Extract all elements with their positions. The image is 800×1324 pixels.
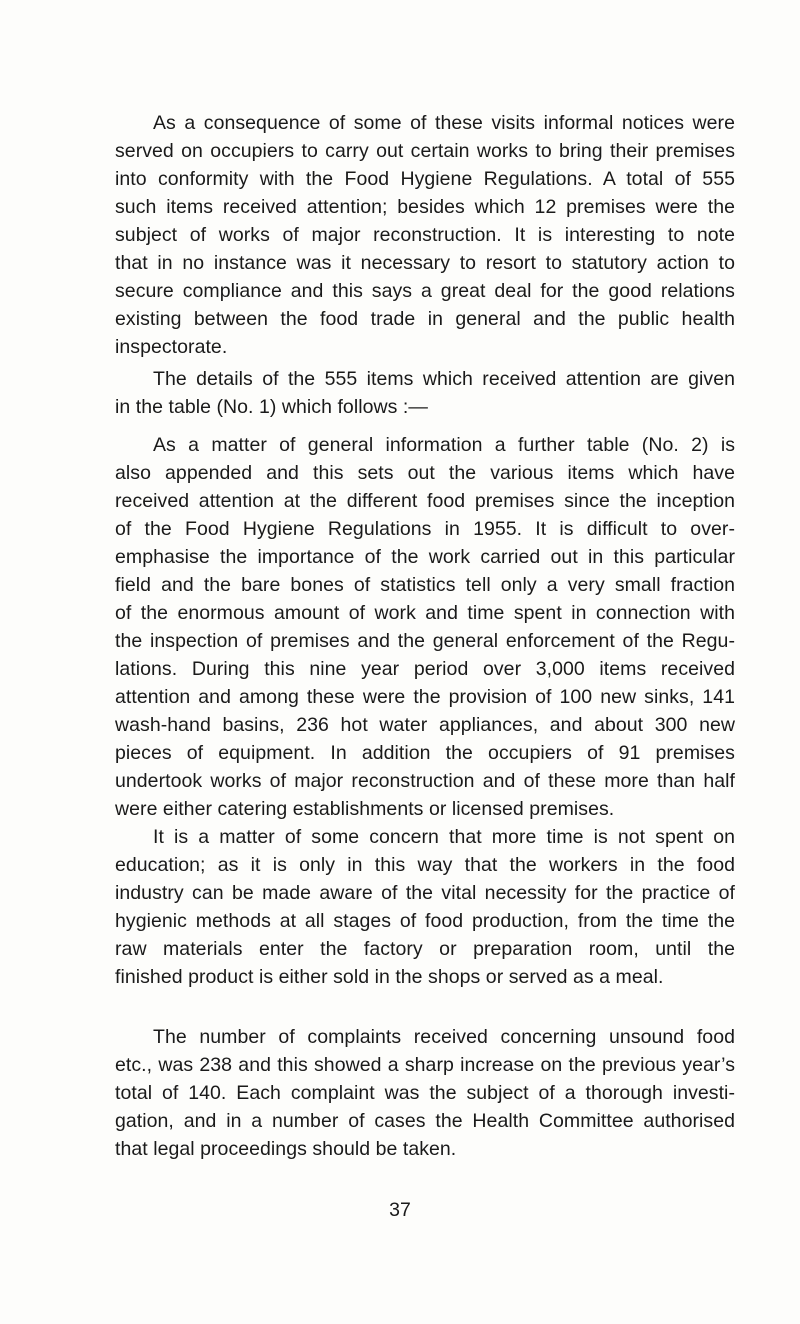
text-line: field and the bare bones of statistics tell only a very small fraction <box>115 574 735 596</box>
text-line: served on occupiers to carry out certain works to bring their premises <box>115 140 735 162</box>
text-line: industry can be made aware of the vital necessity for the practice of <box>115 882 735 904</box>
text-line: received attention at the different food premises since the inception <box>115 490 735 512</box>
text-line: inspectorate. <box>115 336 228 358</box>
text-line: hygienic methods at all stages of food production, from the time the <box>115 910 735 932</box>
text-line: also appended and this sets out the various items which have <box>115 462 735 484</box>
text-line: undertook works of major reconstruction and of these more than half <box>115 770 735 792</box>
text-line: The details of the 555 items which received attention are given <box>153 368 735 390</box>
text-line: etc., was 238 and this showed a sharp increase on the previous year’s <box>115 1054 735 1076</box>
text-line: were either catering establishments or licensed premises. <box>115 798 615 820</box>
text-line: that in no instance was it necessary to resort to statutory action to <box>115 252 735 274</box>
text-line: education; as it is only in this way that the workers in the food <box>115 854 735 876</box>
text-line: secure compliance and this says a great deal for the good relations <box>115 280 735 302</box>
text-line: wash-hand basins, 236 hot water appliances, and about 300 new <box>115 714 735 736</box>
text-line: It is a matter of some concern that more time is not spent on <box>153 826 735 848</box>
paragraph-informal-notices <box>115 109 735 361</box>
text-line: subject of works of major reconstruction. It is interesting to note <box>115 224 735 246</box>
text-line: attention and among these were the provision of 100 new sinks, 141 <box>115 686 735 708</box>
text-line: emphasise the importance of the work carried out in this particular <box>115 546 735 568</box>
text-line: that legal proceedings should be taken. <box>115 1138 457 1160</box>
text-line: As a matter of general information a further table (No. 2) is <box>153 434 735 456</box>
text-line: such items received attention; besides which 12 premises were the <box>115 196 735 218</box>
text-line: of the Food Hygiene Regulations in 1955. It is difficult to over- <box>115 518 735 540</box>
text-line: existing between the food trade in general and the public health <box>115 308 735 330</box>
text-line: As a consequence of some of these visits informal notices were <box>153 112 735 134</box>
paragraph-education <box>115 823 735 991</box>
text-line: the inspection of premises and the general enforcement of the Regu- <box>115 630 735 652</box>
text-line: into conformity with the Food Hygiene Regulations. A total of 555 <box>115 168 735 190</box>
text-line: finished product is either sold in the shops or served as a meal. <box>115 966 664 988</box>
paragraph-table-details <box>115 365 735 421</box>
text-line: The number of complaints received concerning unsound food <box>153 1026 735 1048</box>
text-line: in the table (No. 1) which follows :— <box>115 396 428 418</box>
text-line: lations. During this nine year period over 3,000 items received <box>115 658 735 680</box>
paragraph-complaints <box>115 1023 735 1163</box>
paragraph-general-information <box>115 431 735 823</box>
text-line: pieces of equipment. In addition the occupiers of 91 premises <box>115 742 735 764</box>
text-line: total of 140. Each complaint was the subject of a thorough investi- <box>115 1082 735 1104</box>
text-line: raw materials enter the factory or preparation room, until the <box>115 938 735 960</box>
page-number: 37 <box>389 1199 411 1221</box>
text-line: of the enormous amount of work and time spent in connection with <box>115 602 735 624</box>
text-line: gation, and in a number of cases the Health Committee authorised <box>115 1110 735 1132</box>
